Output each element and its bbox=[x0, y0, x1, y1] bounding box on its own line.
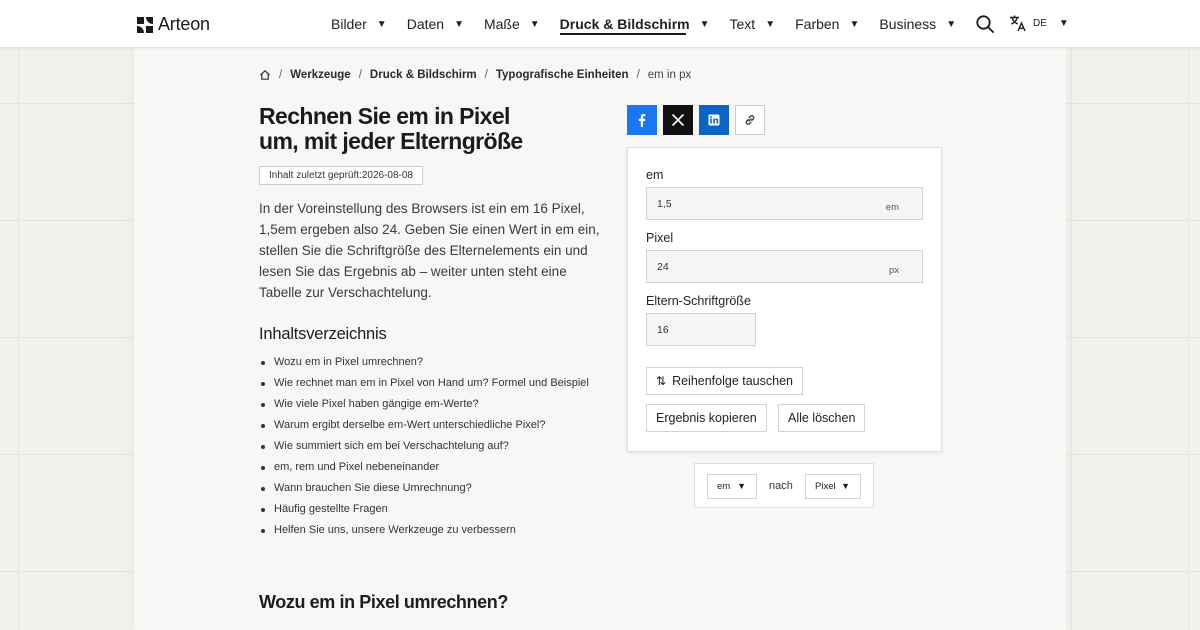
toc-item[interactable]: Helfen Sie uns, unsere Werkzeuge zu verbessern bbox=[259, 520, 589, 541]
top-navigation-bar bbox=[0, 0, 1200, 48]
em-input-value: 1,5 bbox=[657, 197, 672, 210]
chevron-down-icon: ▼ bbox=[699, 18, 710, 30]
em-input[interactable] bbox=[646, 187, 923, 220]
toc-item[interactable]: Häufig gestellte Fragen bbox=[259, 499, 589, 520]
link-icon bbox=[743, 113, 757, 127]
share-facebook-button[interactable] bbox=[627, 105, 657, 135]
nav-item-daten[interactable] bbox=[407, 0, 464, 48]
search-icon bbox=[975, 14, 995, 34]
home-icon[interactable] bbox=[259, 69, 271, 81]
chevron-down-icon: ▼ bbox=[849, 18, 860, 30]
toc-item[interactable]: Wie summiert sich em bei Verschachtelung auf? bbox=[259, 436, 589, 457]
from-unit-value: em bbox=[717, 481, 731, 492]
unit-connector: nach bbox=[769, 480, 793, 492]
clear-all-button[interactable]: Alle löschen bbox=[778, 404, 865, 432]
swap-order-button[interactable] bbox=[646, 367, 803, 395]
brand-name: Arteon bbox=[158, 14, 210, 34]
nav-item-masse[interactable] bbox=[484, 0, 540, 48]
px-unit-label: px bbox=[888, 265, 899, 276]
breadcrumb-separator: / bbox=[484, 69, 488, 81]
brand-logo[interactable] bbox=[137, 14, 210, 35]
nav-item-label: Text bbox=[729, 16, 756, 32]
page-title-line-1: Rechnen Sie em in Pixel bbox=[259, 103, 510, 129]
nav-item-business[interactable] bbox=[879, 0, 956, 48]
toc-item[interactable]: Wie viele Pixel haben gängige em-Werte? bbox=[259, 394, 589, 415]
px-input[interactable] bbox=[646, 250, 923, 283]
table-of-contents bbox=[259, 352, 589, 541]
from-unit-select[interactable] bbox=[707, 474, 757, 499]
breadcrumb-item-druck-bildschirm[interactable]: Druck & Bildschirm bbox=[369, 69, 477, 81]
intro-paragraph: In der Voreinstellung des Browsers ist ein em 16 Pixel, 1,5em ergeben also 24. Geben Sie einen Wert in em ein, stellen Sie die Schriftgröße des Elternelements ein und lesen Sie das Ergebnis ab – weiter unten steht eine Tabelle zur Verschachtelung. bbox=[259, 201, 600, 300]
toc-item[interactable]: Wie rechnet man em in Pixel von Hand um? Formel und Beispiel bbox=[259, 373, 589, 394]
nav-item-druck-bildschirm[interactable] bbox=[560, 0, 710, 48]
facebook-icon bbox=[635, 113, 649, 127]
unit-selector-bar bbox=[694, 463, 874, 508]
swap-icon: ⇅ bbox=[656, 374, 667, 388]
language-code: DE bbox=[1033, 17, 1047, 29]
linkedin-icon bbox=[707, 113, 721, 127]
nav-item-label: Farben bbox=[795, 16, 840, 32]
parent-size-value: 16 bbox=[657, 323, 669, 336]
share-x-button[interactable] bbox=[663, 105, 693, 135]
page-title bbox=[259, 104, 599, 154]
breadcrumb-item-werkzeuge[interactable]: Werkzeuge bbox=[290, 69, 351, 81]
share-buttons bbox=[627, 105, 765, 135]
nav-item-label: Bilder bbox=[331, 16, 367, 32]
parent-size-input[interactable] bbox=[646, 313, 756, 346]
share-linkedin-button[interactable] bbox=[699, 105, 729, 135]
converter-card bbox=[627, 147, 942, 452]
chevron-down-icon: ▼ bbox=[376, 18, 387, 30]
chevron-down-icon: ▼ bbox=[765, 18, 776, 30]
toc-item[interactable]: Wozu em in Pixel umrechnen? bbox=[259, 352, 589, 373]
nav-item-text[interactable] bbox=[730, 0, 776, 48]
to-unit-select[interactable] bbox=[805, 474, 861, 499]
section-heading: Wozu em in Pixel umrechnen? bbox=[259, 592, 508, 612]
toc-item[interactable]: Wann brauchen Sie diese Umrechnung? bbox=[259, 478, 589, 499]
search-button[interactable] bbox=[975, 14, 995, 34]
toc-item[interactable]: Warum ergibt derselbe em-Wert unterschiedliche Pixel? bbox=[259, 415, 589, 436]
breadcrumb-item-current: em in px bbox=[647, 69, 692, 81]
nav-item-label: Maße bbox=[483, 16, 520, 32]
nav-item-label: Business bbox=[879, 16, 937, 32]
breadcrumb-separator: / bbox=[279, 69, 283, 81]
breadcrumb-item-typografische-einheiten[interactable]: Typografische Einheiten bbox=[495, 69, 629, 81]
breadcrumb bbox=[259, 69, 691, 81]
to-unit-value: Pixel bbox=[815, 481, 836, 492]
toc-item[interactable]: em, rem und Pixel nebeneinander bbox=[259, 457, 589, 478]
toc-heading: Inhaltsverzeichnis bbox=[259, 325, 387, 343]
breadcrumb-separator: / bbox=[358, 69, 362, 81]
brand-logo-icon bbox=[137, 17, 153, 33]
em-unit-label: em bbox=[885, 202, 899, 213]
copy-result-button[interactable]: Ergebnis kopieren bbox=[646, 404, 767, 432]
em-field-label: em bbox=[646, 168, 664, 182]
chevron-down-icon: ▼ bbox=[454, 18, 464, 30]
chevron-down-icon: ▼ bbox=[1058, 17, 1069, 29]
x-icon bbox=[671, 113, 685, 127]
nav-item-label: Druck & Bildschirm bbox=[559, 16, 690, 32]
page-title-line-2: um, mit jeder Elterngröße bbox=[259, 128, 523, 154]
chevron-down-icon: ▼ bbox=[946, 18, 957, 30]
reviewed-date-badge: Inhalt zuletzt geprüft:2026-08-08 bbox=[259, 166, 423, 185]
chevron-down-icon: ▼ bbox=[737, 481, 746, 491]
translate-icon bbox=[1009, 14, 1027, 32]
nav-item-bilder[interactable] bbox=[331, 0, 387, 48]
swap-order-label: Reihenfolge tauschen bbox=[672, 374, 793, 388]
chevron-down-icon: ▼ bbox=[529, 18, 540, 30]
breadcrumb-separator: / bbox=[636, 69, 640, 81]
px-field-label: Pixel bbox=[646, 231, 674, 245]
nav-item-label: Daten bbox=[406, 16, 445, 32]
parent-size-label: Eltern-Schriftgröße bbox=[646, 294, 751, 308]
px-input-value: 24 bbox=[657, 260, 669, 273]
copy-link-button[interactable] bbox=[735, 105, 765, 135]
chevron-down-icon: ▼ bbox=[841, 481, 850, 491]
nav-item-farben[interactable] bbox=[795, 0, 859, 48]
main-nav bbox=[331, 0, 976, 48]
language-selector[interactable] bbox=[1009, 14, 1069, 32]
